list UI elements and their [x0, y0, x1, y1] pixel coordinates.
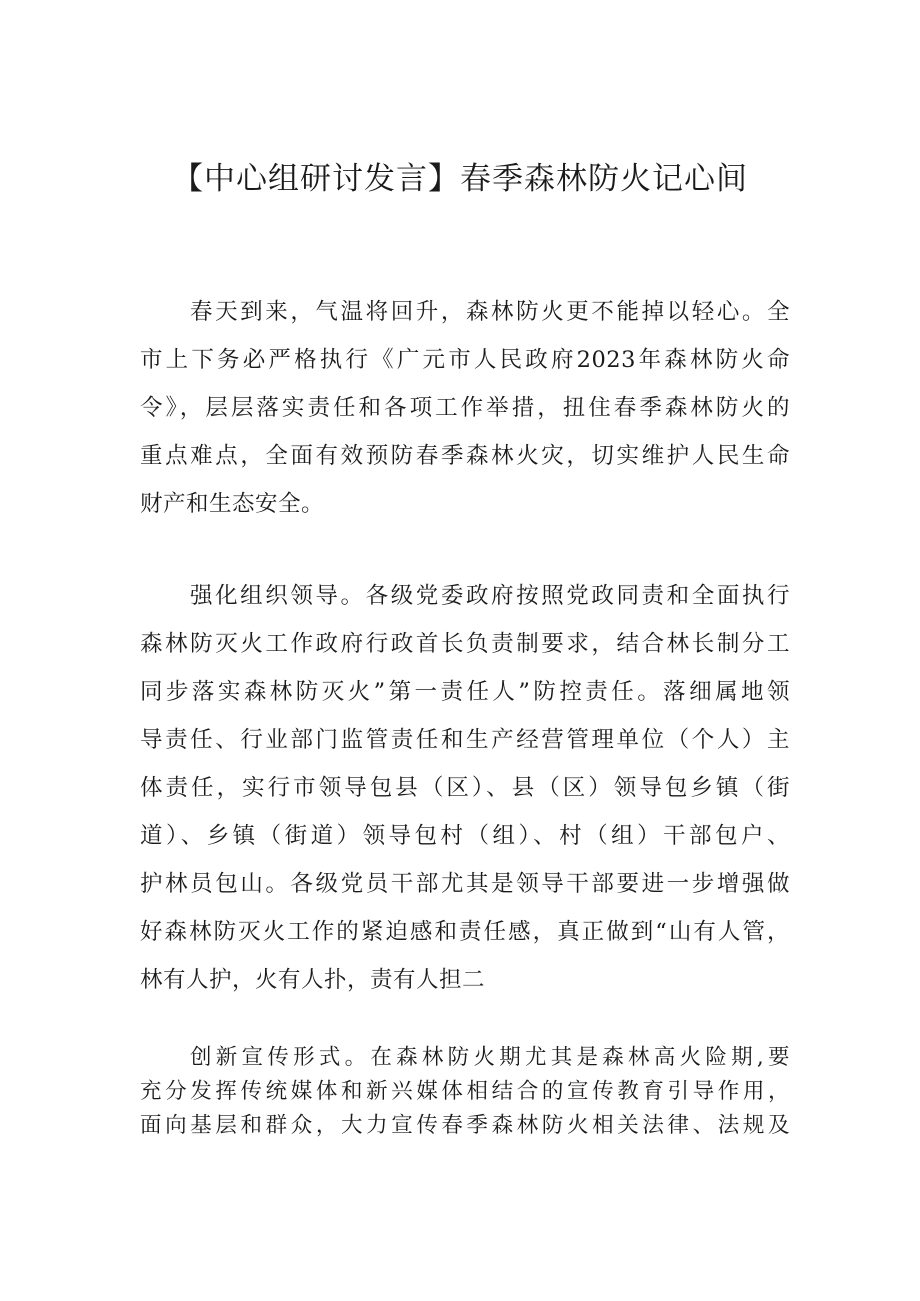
paragraph-line: 财产和生态安全。 [140, 491, 325, 517]
paragraph-line: 令》，层层落实责任和各项工作举措，扭住春季森林防火的 [140, 395, 790, 421]
paragraph-line: 充分发挥传统媒体和新兴媒体相结合的宣传教育引导作用， [140, 1079, 790, 1104]
paragraph-line: 春天到来，气温将回升，森林防火更不能掉以轻心。全 [190, 299, 790, 325]
paragraph-organization [140, 572, 790, 1004]
paragraph-line: 强化组织领导。各级党委政府按照党政同责和全面执行 [190, 583, 790, 609]
paragraph-intro [140, 288, 790, 528]
paragraph-line: 市上下务必严格执行《广元市人民政府2023年森林防火命 [140, 347, 790, 373]
paragraph-line: 体责任，实行市领导包县（区）、县（区）领导包乡镇（街 [140, 775, 790, 801]
paragraph-line: 好森林防灭火工作的紧迫感和责任感，真正做到“山有人管， [140, 919, 790, 945]
paragraph-line: 导责任、行业部门监管责任和生产经营管理单位（个人）主 [140, 727, 790, 753]
paragraph-line: 重点难点，全面有效预防春季森林火灾，切实维护人民生命 [140, 443, 790, 469]
paragraph-line: 护林员包山。各级党员干部尤其是领导干部要进一步增强做 [140, 871, 790, 897]
paragraph-line: 创新宣传形式。在森林防火期尤其是森林高火险期,要 [190, 1045, 790, 1070]
paragraph-line: 森林防灭火工作政府行政首长负责制要求，结合林长制分工 [140, 631, 790, 657]
paragraph-line: 道）、乡镇（街道）领导包村（组）、村（组）干部包户、 [140, 823, 790, 849]
document-title: 【中心组研讨发言】春季森林防火记心间 [172, 161, 748, 197]
paragraph-line: 同步落实森林防灭火”第一责任人”防控责任。落细属地领 [140, 679, 790, 705]
paragraph-line: 面向基层和群众，大力宣传春季森林防火相关法律、法规及 [140, 1113, 790, 1138]
paragraph-line: 林有人护，火有人扑，责有人担二 [140, 967, 486, 993]
paragraph-publicity [140, 1041, 790, 1143]
